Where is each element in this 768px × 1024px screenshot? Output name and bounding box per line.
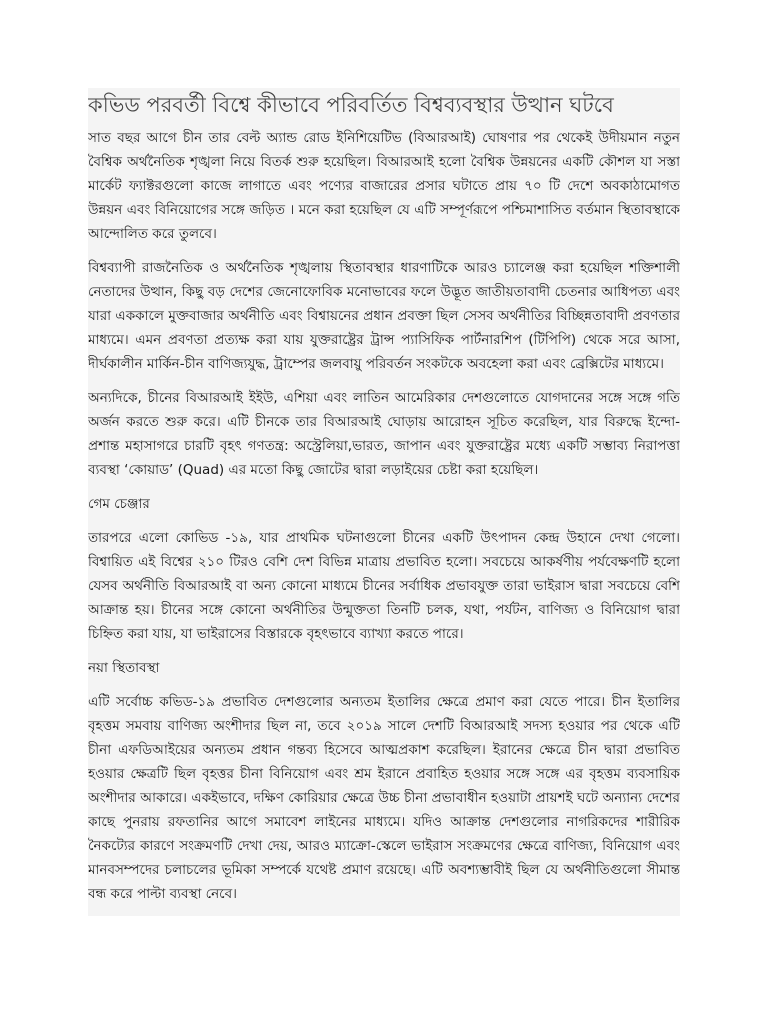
document-page [88,88,680,916]
section-heading-new-status-quo: নয়া স্থিতাবস্থা [88,660,160,676]
paragraph-italy-iran-korea: এটি সর্বোচ্চ কভিড-১৯ প্রভাবিত দেশগুলোর অন্যতম ইতালির ক্ষেত্রে প্রমাণ করা যেতে পারে। চীন ইতালির বৃহত্তম সমবায় বাণিজ্য অংশীদার ছিল না, তবে ২০১৯ সালে দেশটি বিআরআই সদস্য হওয়ার পর থেকে এটি চীনা এফডিআইয়ের অন্যতম প্রধান গন্তব্য হিসেবে আত্মপ্রকাশ করেছিল। ইরানের ক্ষেত্রে চীন দ্বারা প্রভাবিত হওয়ার ক্ষেত্রটি ছিল বৃহত্তর চীনা বিনিয়োগ এবং শ্রম ইরানে প্রবাহিত হওয়ার সঙ্গে সঙ্গে এর বৃহত্তম ব্যবসায়িক অংশীদার আকারে। একইভাবে, দক্ষিণ কোরিয়ার ক্ষেত্রে উচ্চ চীনা প্রভাবাধীন হওয়াটা প্রায়শই ঘটে অন্যান্য দেশের কাছে পুনরায় রফতানির আগে সমাবেশ লাইনের মাধ্যমে। যদিও আক্রান্ত দেশগুলোর নাগরিকদের শারীরিক নৈকট্যের কারণে সংক্রমণটি দেখা দেয়, আরও ম্যাক্রো-স্কেলে ভাইরাস সংক্রমণের ক্ষেত্রে বাণিজ্য, বিনিয়োগ এবং মানবসম্পদের চলাচলের ভূমিকা সম্পর্কে যথেষ্ট প্রমাণ রয়েছে। এটি অবশ্যম্ভাবীই ছিল যে অর্থনীতিগুলো সীমান্ত বন্ধ করে পাল্টা ব্যবস্থা নেবে। [88,694,680,902]
paragraph-covid: তারপরে এলো কোভিড -১৯, যার প্রাথমিক ঘটনাগুলো চীনের একটি উৎপাদন কেন্দ্র উহানে দেখা গেলো। বিশ্বায়িত এই বিশ্বের ২১০ টিরও বেশি দেশ বিভিন্ন মাত্রায় প্রভাবিত হলো। সবচেয়ে আকর্ষণীয় পর্যবেক্ষণটি হলো যেসব অর্থনীতি বিআরআই বা অন্য কোনো মাধ্যমে চীনের সর্বাধিক প্রভাবযুক্ত তারা ভাইরাস দ্বারা সবচেয়ে বেশি আক্রান্ত হয়। চীনের সঙ্গে কোনো অর্থনীতির উন্মুক্ততা তিনটি চলক, যথা, পর্যটন, বাণিজ্য ও বিনিয়োগ দ্বারা চিহ্নিত করা যায়, যা ভাইরাসের বিস্তারকে বৃহৎভাবে ব্যাখ্যা করতে পারে। [88,530,680,642]
paragraph-global-order: বিশ্বব্যাপী রাজনৈতিক ও অর্থনৈতিক শৃঙ্খলায় স্থিতাবস্থার ধারণাটিকে আরও চ্যালেঞ্জ করা হয়েছিল শক্তিশালী নেতাদের উত্থান, কিছু বড় দেশের জেনোফোবিক মনোভাবের ফলে উদ্ভূত জাতীয়তাবাদী চেতনার আধিপত্য এবং যারা এককালে মুক্তবাজার অর্থনীতি এবং বিশ্বায়নের প্রধান প্রবক্তা ছিল সেসব অর্থনীতির বিচ্ছিন্নতাবাদী প্রবণতার মাধ্যমে। এমন প্রবণতা প্রত্যক্ষ করা যায় যুক্তরাষ্ট্রের ট্রান্স প্যাসিফিক পার্টনারশিপ (টিপিপি) থেকে সরে আসা, দীর্ঘকালীন মার্কিন-চীন বাণিজ্যযুদ্ধ, ট্রাম্পের জলবায়ু পরিবর্তন সংকটকে অবহেলা করা এবং ব্রেক্সিটের মাধ্যমে। [88,260,680,372]
paragraph-bri-quad: অন্যদিকে, চীনের বিআরআই ইইউ, এশিয়া এবং লাতিন আমেরিকার দেশগুলোতে যোগদানের সঙ্গে সঙ্গে গতি অর্জন করতে শুরু করে। এটি চীনকে তার বিআরআই ঘোড়ায় আরোহন সূচিত করেছিল, যার বিরুদ্ধে ইন্দো-প্রশান্ত মহাসাগরে চারটি বৃহৎ গণতন্ত্র: অস্ট্রেলিয়া,ভারত, জাপান এবং যুক্তরাষ্ট্রের মধ্যে একটি সম্ভাব্য নিরাপত্তা ব্যবস্থা ‘কোয়াড’ (Quad) এর মতো কিছু জোটের দ্বারা লড়াইয়ের চেষ্টা করা হয়েছিল। [88,390,680,478]
section-heading-game-changer: গেম চেঞ্জার [88,496,150,512]
article-title: কভিড পরবর্তী বিশ্বে কীভাবে পরিবর্তিত বিশ্বব্যবস্থার উত্থান ঘটবে [88,93,614,117]
paragraph-intro: সাত বছর আগে চীন তার বেল্ট অ্যান্ড রোড ইনিশিয়েটিভ (বিআরআই) ঘোষণার পর থেকেই উদীয়মান নতুন বৈশ্বিক অর্থনৈতিক শৃঙ্খলা নিয়ে বিতর্ক শুরু হয়েছিল। বিআরআই হলো বৈশ্বিক উন্নয়নের একটি কৌশল যা সস্তা মার্কেট ফ্যাক্টরগুলো কাজে লাগাতে এবং পণ্যের বাজারের প্রসার ঘটাতে প্রায় ৭০ টি দেশে অবকাঠামোগত উন্নয়ন এবং বিনিয়োগের সঙ্গে জড়িত । মনে করা হয়েছিল যে এটি সম্পূর্ণরূপে পশ্চিমাশাসিত বর্তমান স্থিতাবস্থাকে আন্দোলিত করে তুলবে। [88,130,680,242]
